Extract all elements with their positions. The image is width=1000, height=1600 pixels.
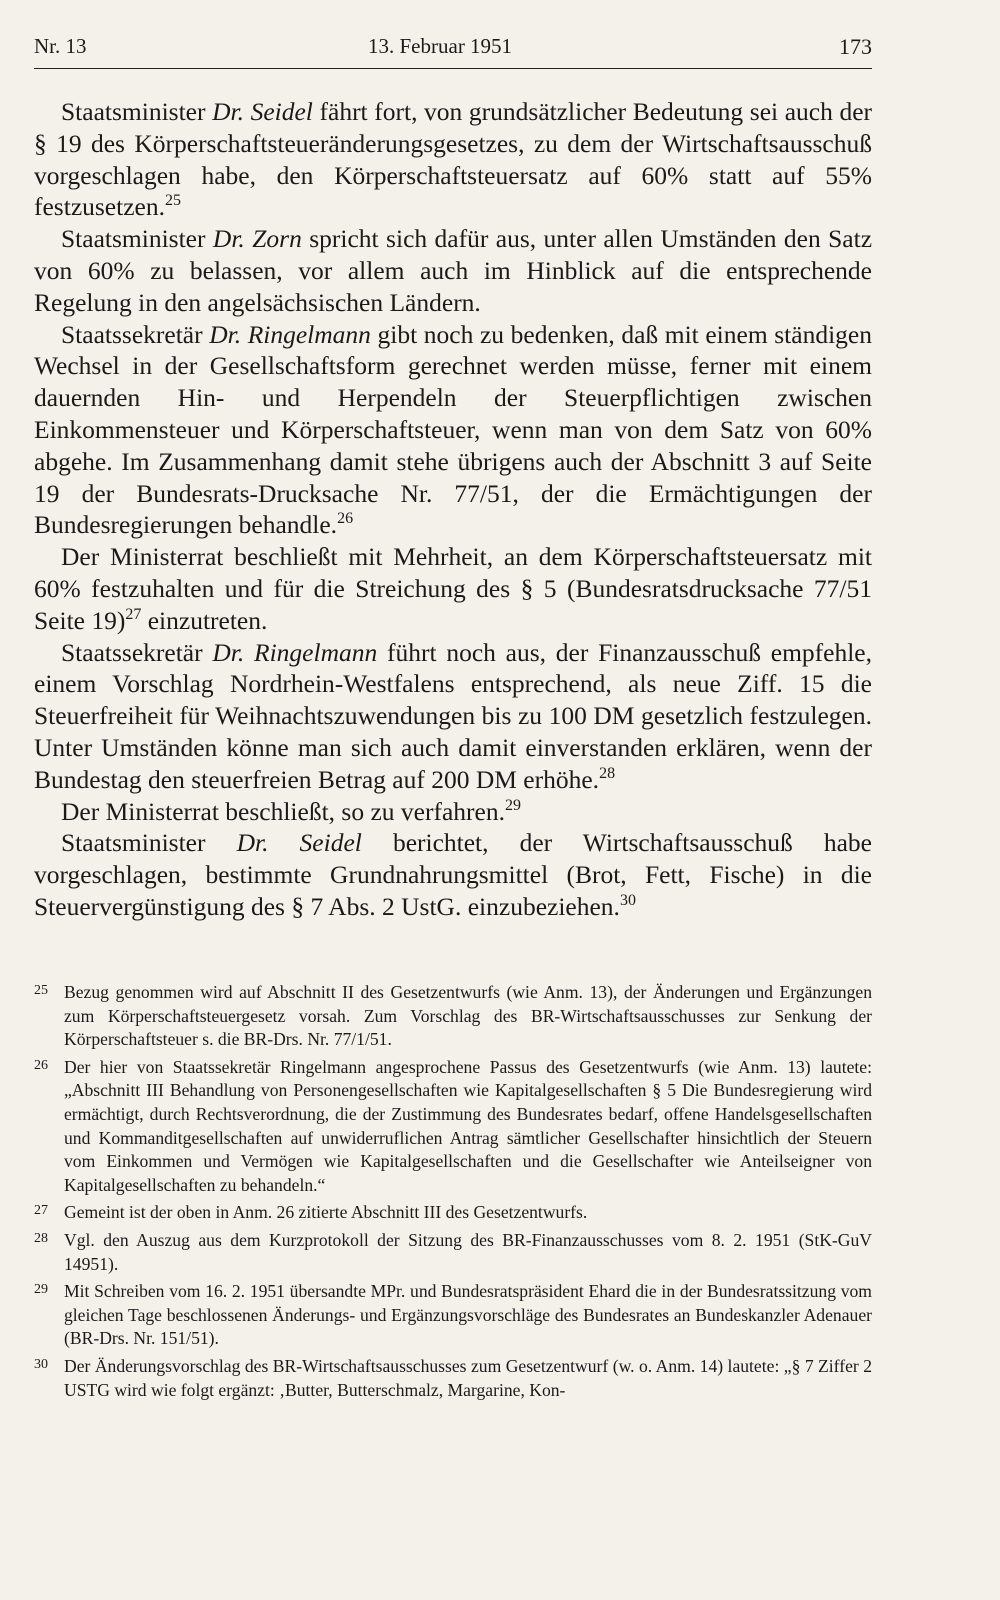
footnote	[34, 1229, 872, 1276]
header-issue-number: Nr. 13	[34, 34, 87, 58]
paragraph: Staatsminister Dr. Seidel fährt fort, von grundsätzlicher Bedeutung sei auch der § 19 des Körperschaftsteueränderungsgesetzes, zu dem der Wirtschaftsausschuß vorgeschlagen habe, den Körperschaftsteuersatz auf 60% statt auf 55% festzusetzen.$^{25}$	[34, 97, 873, 222]
page-number: 173	[839, 34, 872, 59]
speaker-name: Dr. Ringelmann	[209, 319, 371, 349]
footnote	[34, 1355, 872, 1402]
speaker-name: Dr. Seidel	[236, 828, 362, 858]
speaker-name: Dr. Ringelmann	[212, 637, 378, 667]
footnote-text: Der Änderungsvorschlag des BR-Wirtschaftsausschusses zum Gesetzentwurf (w. o. Anm. 14) lautete: „§ 7 Ziffer 2 USTG wird wie folgt ergänzt: ‚Butter, Butterschmalz, Margarine, Kon-	[64, 1355, 872, 1400]
footnote-ref: 25	[164, 192, 181, 210]
footnote-number: 25	[34, 983, 48, 998]
paragraph: Der Ministerrat beschließt mit Mehrheit, an dem Körperschaftsteuersatz mit 60% festzuhalten und für die Streichung des § 5 (Bundesratsdrucksache 77/51 Seite 19)$^{27}$ einzutreten.	[34, 542, 872, 635]
paragraph: Staatssekretär Dr. Ringelmann führt noch aus, der Finanzausschuß empfehle, einem Vorschlag Nordrhein-Westfalens entsprechend, als neue Ziff. 15 die Steuerfreiheit für Weihnachtszuwendungen bis zu 100 DM gesetzlich festzulegen. Unter Umständen könne man sich auch damit einverstanden erklären, wenn der Bundestag den steuerfreien Betrag auf 200 DM erhöhe.$^{28}$	[34, 637, 872, 794]
footnote-ref: 27	[125, 605, 142, 623]
footnotes-section	[34, 981, 872, 1406]
footnote	[34, 1280, 872, 1351]
footnote-text: Vgl. den Auszug aus dem Kurzprotokoll der Sitzung des BR-Finanzausschusses vom 8. 2. 1951 (StK-GuV 14951).	[64, 1229, 872, 1274]
header-date: 13. Februar 1951	[368, 34, 513, 58]
footnote-number: 27	[34, 1203, 48, 1219]
body-text	[34, 96, 872, 923]
footnote-text: Mit Schreiben vom 16. 2. 1951 übersandte MPr. und Bundesratspräsident Ehard die in der Bundesratssitzung vom gleichen Tage beschlossenen Änderungs- und Ergänzungsvorschläge des Bundesrates an Bundeskanzler Adenauer (BR-Drs. Nr. 151/51).	[64, 1281, 872, 1349]
footnote-number: 28	[34, 1230, 48, 1246]
footnote-number: 30	[34, 1356, 48, 1372]
footnote-number: 29	[34, 1282, 48, 1298]
footnote	[34, 1056, 872, 1198]
paragraph: Der Ministerrat beschließt, so zu verfahren.$^{29}$	[61, 796, 521, 826]
paragraph: Staatssekretär Dr. Ringelmann gibt noch zu bedenken, daß mit einem ständigen Wechsel in der Gesellschaftsform gerechnet werden müsse, ferner mit einem dauernden Hin- und Herpendeln der Steuerpflichtigen zwischen Einkommensteuer und Körperschaftsteuer, wenn man von dem Satz von 60% abgehe. Im Zusammenhang damit stehe übrigens auch der Abschnitt 3 auf Seite 19 der Bundesrats-Drucksache Nr. 77/51, der die Ermächtigungen der Bundesregierungen behandle.$^{26}$	[34, 319, 872, 540]
footnote-ref: 26	[337, 510, 354, 528]
paragraph: Staatsminister Dr. Zorn spricht sich dafür aus, unter allen Umständen den Satz von 60% zu belassen, vor allem auch im Hinblick auf die entsprechende Regelung in den angelsächsischen Ländern.	[34, 224, 873, 317]
speaker-name: Dr. Zorn	[212, 224, 302, 254]
footnote	[34, 1201, 872, 1225]
footnote-text: Gemeint ist der oben in Anm. 26 zitierte Abschnitt III des Gesetzentwurfs.	[64, 1202, 588, 1223]
footnote-ref: 30	[619, 891, 636, 909]
speaker-name: Dr. Seidel	[212, 97, 313, 126]
running-header	[34, 30, 872, 69]
footnote-ref: 29	[504, 796, 521, 814]
footnote-ref: 28	[599, 764, 616, 782]
footnote-number: 26	[34, 1057, 48, 1073]
footnote	[34, 981, 872, 1052]
footnote-text: Bezug genommen wird auf Abschnitt II des Gesetzentwurfs (wie Anm. 13), der Änderungen und Ergänzungen zum Körperschaftsteuergesetz vorsah. Zum Vorschlag des BR-Wirtschaftsausschusses zur Senkung der Körperschaftsteuer s. die BR-Drs. Nr. 77/1/51.	[64, 982, 872, 1050]
footnote-text: Der hier von Staatssekretär Ringelmann angesprochene Passus des Gesetzentwurfs (wie Anm. 13) lautete: „Abschnitt III Behandlung von Personengesellschaften wie Kapitalgesellschaften § 5 Die Bundesregierung wird ermächtigt, durch Rechtsverordnung, die der Zustimmung des Bundesrates bedarf, offene Handelsgesellschaften und Kommanditgesellschaften auf unwiderruflichen Antrag sämtlicher Gesellschafter hinsichtlich der Steuern vom Einkommen und Vermögen wie Kapitalgesellschaften und die Gesellschafter wie Anteilseigner von Kapitalgesellschaften zu behandeln.“	[64, 1056, 872, 1195]
paragraph: Staatsminister Dr. Seidel berichtet, der Wirtschaftsausschuß habe vorgeschlagen, bestimmte Grundnahrungsmittel (Brot, Fett, Fische) in die Steuervergünstigung des § 7 Abs. 2 UstG. einzubeziehen.$^{30}$	[34, 828, 873, 921]
